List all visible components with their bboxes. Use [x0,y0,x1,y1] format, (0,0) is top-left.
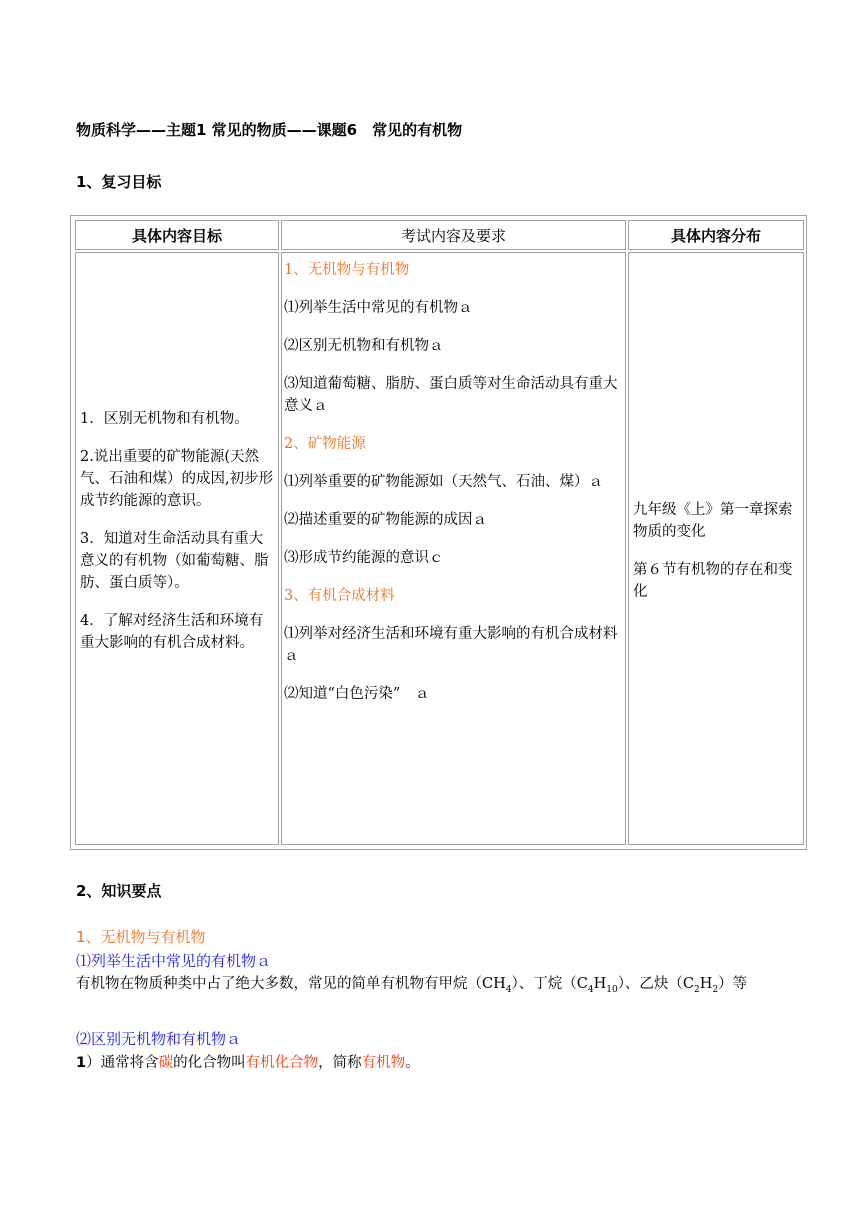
goal-item: 2.说出重要的矿物能源(天然气、石油和煤）的成因,初步形成节约能源的意识。 [80,448,274,509]
table-header-goals: 具体内容目标 [75,220,279,250]
distribution-item: 九年级《上》第一章探索物质的变化 [633,501,793,540]
document-title: 物质科学——主题1 常见的物质——课题6 常见的有机物 [76,121,463,139]
goals-cell [75,252,279,845]
requirement-heading: 3、有机合成材料 [284,588,395,604]
knowledge-subheading-common-organics: ⑴列举生活中常见的有机物ａ [76,952,272,970]
requirement-item: ⑴列举对经济生活和环境有重大影响的有机合成材料ａ [284,626,618,664]
review-goals-table [70,215,807,850]
requirement-item: ⑵描述重要的矿物能源的成因ａ [284,512,487,528]
knowledge-paragraph-common-organics: 有机物在物质种类中占了绝大多数，常见的简单有机物有甲烷$(CH_4)$、丁烷$(C_4H_{10})$、乙炔$(C_2H_2)$等 [76,976,748,995]
distribution-item: 第６节有机物的存在和变化 [633,561,793,600]
requirement-item: ⑵区别无机物和有机物ａ [284,338,444,354]
requirement-item: ⑴列举重要的矿物能源如（天然气、石油、煤）ａ [284,474,603,490]
requirement-item: ⑶形成节约能源的意识ｃ [284,550,444,566]
section-heading-knowledge-points: 2、知识要点 [76,882,162,900]
goal-item: 1．区别无机物和有机物。 [80,410,249,427]
goal-item: 3．知道对生命活动具有重大意义的有机物（如葡萄糖、脂肪、蛋白质等）。 [80,530,269,591]
goal-item: 4．了解对经济生活和环境有重大影响的有机合成材料。 [80,612,264,651]
table-header-distribution: 具体内容分布 [628,220,804,250]
knowledge-heading-inorganic-organic: 1、无机物与有机物 [76,928,206,946]
requirement-item: ⑶知道葡萄糖、脂肪、蛋白质等对生命活动具有重大意义ａ [284,376,618,414]
requirement-heading: 1、无机物与有机物 [284,262,410,278]
table-header-requirements: 考试内容及要求 [281,220,626,250]
knowledge-subheading-distinguish: ⑵区别无机物和有机物ａ [76,1030,242,1048]
requirements-cell [281,252,626,845]
requirement-item: ⑵知道“白色污染” ａ [284,686,430,702]
section-heading-review-goals: 1、复习目标 [76,173,162,191]
knowledge-paragraph-definition: 1）通常将含碳的化合物叫有机化合物，简称有机物。 [76,1055,420,1071]
requirement-item: ⑴列举生活中常见的有机物ａ [284,300,473,316]
requirement-heading: 2、矿物能源 [284,436,366,452]
distribution-cell [628,252,804,845]
